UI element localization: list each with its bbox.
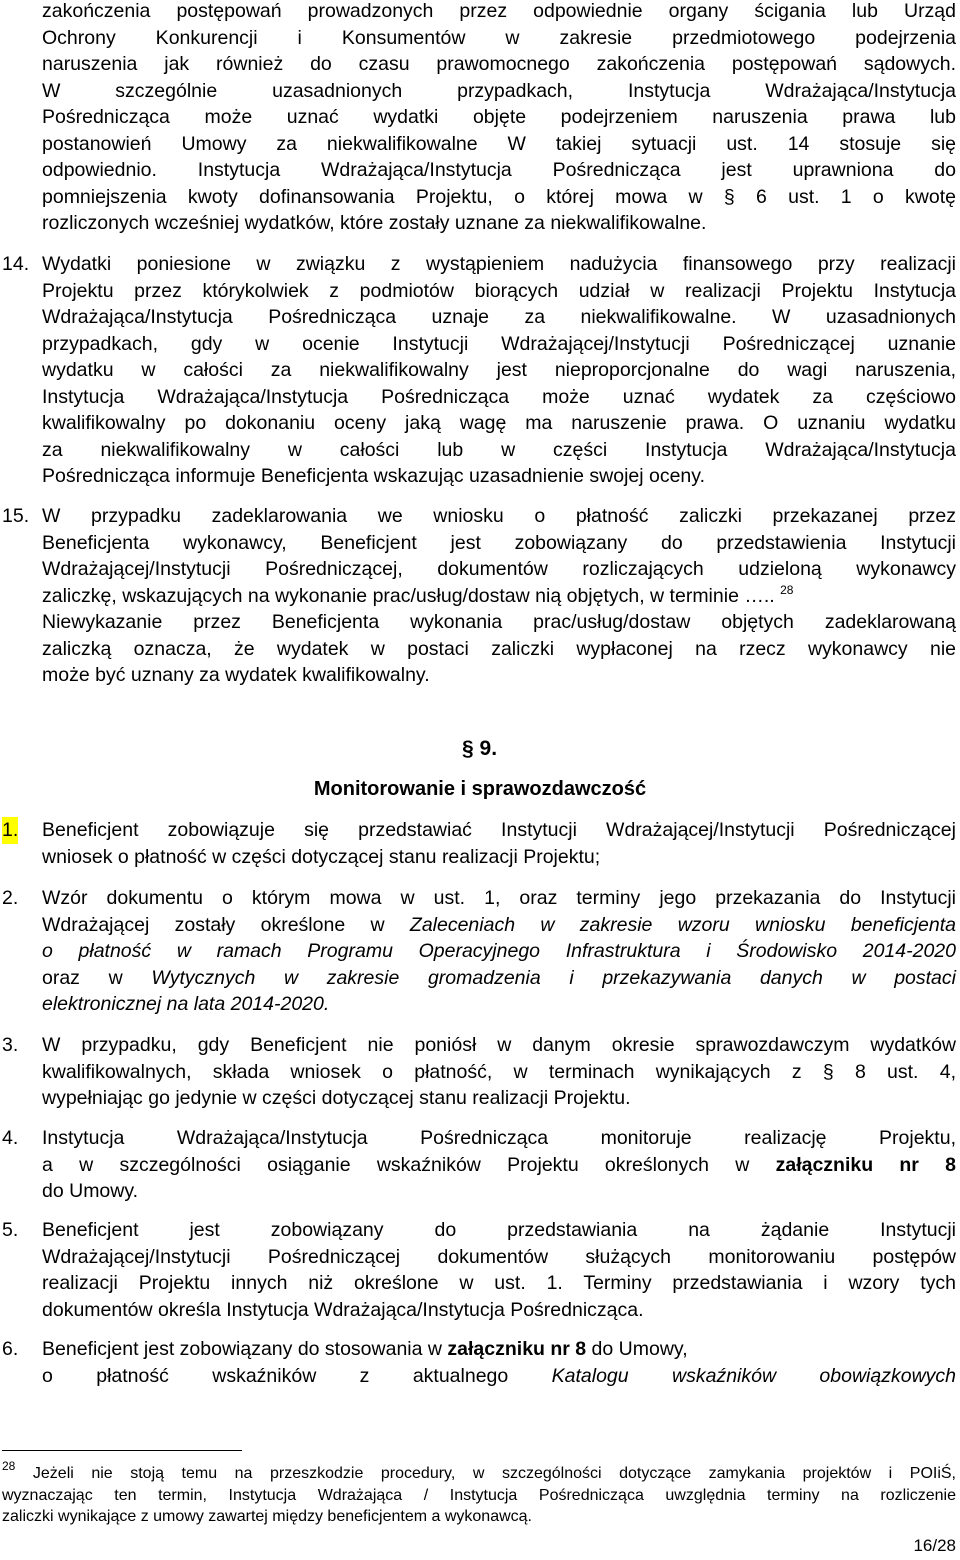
item-6-text [42,1336,956,1389]
paragraph-line: Instytucja Wdrażająca/Instytucja Pośrednicząca może uznać wydatek za częściowo [42,385,956,408]
line-text: Beneficjent jest zobowiązany do stosowania w [42,1338,448,1360]
item-15-text [42,503,956,689]
item-number: 15. [2,505,30,527]
paragraph-line: odpowiednio. Instytucja Wdrażająca/Instytucja Pośrednicząca jest uprawniona do [42,159,956,181]
paragraph-line: kwalifikowalnych, składa wniosek o płatność, w terminach wynikających z § 8 ust. 4, [42,1060,956,1083]
footnote-separator [2,1450,242,1451]
footnote-line: wyznaczając ten termin, Instytucja Wdrażająca / Instytucja Pośrednicząca uwzględnia terminy na rozliczenie [2,1486,956,1504]
attachment-reference-bold: załączniku nr 8 [775,1153,956,1176]
paragraph-line: Beneficjent jest zobowiązany do przedstawiania na żądanie Instytucji [42,1219,956,1241]
paragraph-line [42,1363,956,1390]
paragraph-line: naruszenia jak również do czasu prawomocnego zakończenia postępowań sądowych. [42,53,956,75]
paragraph-line: wniosek o płatność w części dotyczącej stanu realizacji Projektu; [42,845,601,868]
paragraph-line: W szczególnie uzasadnionych przypadkach, Instytucja Wdrażająca/Instytucja [42,79,956,102]
paragraph-line [42,912,956,939]
footnote [2,1459,956,1528]
paragraph-line: realizacji Projektu innych niż określone w ust. 1. Terminy przedstawiania i wzory tych [42,1272,956,1294]
paragraph-line: Projektu przez którykolwiek z podmiotów biorących udział w realizacji Projektu Instytucja [42,279,956,302]
item-number: 3. [2,1034,19,1056]
footnote-text: Jeżeli nie stoją temu na przeszkodzie procedury, w szczególności dotyczące zamykania projektów i POIiŚ, [15,1465,956,1482]
page-number: 16/28 [913,1536,956,1555]
paragraph-line: Niewykazanie przez Beneficjenta wykonania prac/usług/dostaw objętych zadeklarowaną [42,611,956,633]
paragraph-line: postanowień Umowy za niekwalifikowalne W takiej sytuacji ust. 14 stosuje się [42,132,956,155]
line-text: a w szczególności osiąganie wskaźników Projektu określonych w [42,1153,776,1176]
paragraph-line: Pośrednicząca informuje Beneficjenta wskazując uzasadnienie swojej oceny. [42,465,705,487]
document-title-italic: Wytycznych w zakresie gromadzenia i przekazywania danych w postaci [151,966,956,989]
paragraph-line: dokumentów określa Instytucja Wdrażająca/Instytucja Pośrednicząca. [42,1298,644,1321]
paragraph-line: za niekwalifikowalny w całości lub w części Instytucja Wdrażająca/Instytucja [42,438,956,461]
line-text: oraz w [42,966,152,989]
paragraph-line: przypadkach, gdy w ocenie Instytucji Wdrażającej/Instytucji Pośredniczącej uznanie [42,332,956,355]
footnote-line [2,1459,956,1485]
paragraph-line: Wzór dokumentu o którym mowa w ust. 1, oraz terminy jego przekazania do Instytucji [42,887,956,909]
paragraph-line: Beneficjent zobowiązuje się przedstawiać Instytucji Wdrażającej/Instytucji Pośredniczącej [42,819,956,841]
item-1-text [42,817,956,870]
item-number: 2. [2,887,19,909]
document-title-italic: Katalogu wskaźników obowiązkowych [551,1364,957,1387]
paragraph-line: W przypadku zadeklarowania we wniosku o płatność zaliczki przekazanej przez [42,505,956,527]
attachment-reference-bold: załączniku nr 8 [447,1338,587,1360]
document-title-italic-line: o płatność w ramach Programu Operacyjnego Infrastruktura i Środowisko 2014-2020 [42,940,956,962]
item-number-highlighted: 1. [2,817,18,844]
paragraph-line: rozliczonych wcześniej wydatków, które zostały uznane za niekwalifikowalne. [42,212,707,234]
item-number: 14. [2,253,30,275]
item-number: 4. [2,1127,19,1149]
paragraph-line: zakończenia postępowań prowadzonych przez odpowiednie organy ścigania lub Urząd [42,0,956,22]
footnote-marker: 28 [2,1459,16,1473]
section-title: Monitorowanie i sprawozdawczość [313,778,647,800]
paragraph-line: Wdrażającej/Instytucji Pośredniczącej, dokumentów rozliczających udzieloną wykonawcy [42,558,956,580]
document-title-italic-line: elektronicznej na lata 2014-2020. [42,993,330,1015]
item-4-text [42,1125,956,1205]
item-14-text [42,251,956,490]
paragraph-line: Instytucja Wdrażająca/Instytucja Pośrednicząca monitoruje realizację Projektu, [42,1127,956,1149]
paragraph-line: wydatku w całości za niekwalifikowalny jest nieproporcjonalne do wagi naruszenia, [42,359,956,381]
item-2-text [42,885,956,1018]
paragraph-line: może być uznany za wydatek kwalifikowalny. [42,664,430,686]
line-text: o płatność wskaźników z aktualnego [42,1364,552,1387]
paragraph-line: zaliczką oznacza, że wydatek w postaci zaliczki wypłaconej na rzecz wykonawcy nie [42,637,956,660]
paragraph-line: Wydatki poniesione w związku z wystąpieniem nadużycia finansowego przy realizacji [42,253,956,275]
paragraph-line: Ochrony Konkurencji i Konsumentów w zakresie przedmiotowego podejrzenia [42,26,956,49]
item-number: 5. [2,1219,19,1241]
paragraph-line [42,1152,956,1179]
paragraph-line: kwalifikowalny po dokonaniu oceny jaką wagę ma naruszenie prawa. O uznaniu wydatku [42,412,956,434]
line-text: zaliczkę, wskazujących na wykonanie prac/usług/dostaw nią objętych, w terminie ….. [42,584,775,607]
paragraph-line [42,1336,956,1363]
footnote-line: zaliczki wynikające z umowy zawartej między beneficjentem a wykonawcą. [2,1508,532,1525]
item-number: 6. [2,1338,19,1360]
paragraph-line [42,583,956,610]
paragraph-line: Wdrażającej/Instytucji Pośredniczącej dokumentów służących monitorowaniu postępów [42,1245,956,1268]
paragraph-line: Beneficjenta wykonawcy, Beneficjent jest zobowiązany do przedstawienia Instytucji [42,531,956,554]
line-text: Wdrażającej zostały określone w [42,913,410,936]
paragraph-line [42,965,956,992]
paragraph-line: Wdrażająca/Instytucja Pośrednicząca uznaje za niekwalifikowalne. W uzasadnionych [42,306,956,328]
item-5-text [42,1217,956,1323]
footnote-reference[interactable]: 28 [780,582,794,597]
item-3-text [42,1032,956,1112]
document-title-italic: Zaleceniach w zakresie wzoru wniosku beneficjenta [409,913,956,936]
paragraph-line: W przypadku, gdy Beneficjent nie poniósł w danym okresie sprawozdawczym wydatków [42,1034,956,1056]
paragraph-line: pomniejszenia kwoty dofinansowania Projektu, o której mowa w § 6 ust. 1 o kwotę [42,185,956,208]
continuation-paragraph [42,0,956,237]
section-number: § 9. [462,737,498,760]
paragraph-line: wypełniając go jedynie w części dotyczącej stanu realizacji Projektu. [42,1087,631,1109]
paragraph-line: do Umowy. [42,1180,139,1202]
paragraph-line: Pośrednicząca może uznać wydatki objęte podejrzeniem naruszenia prawa lub [42,106,956,128]
line-text: do Umowy, [586,1338,688,1360]
